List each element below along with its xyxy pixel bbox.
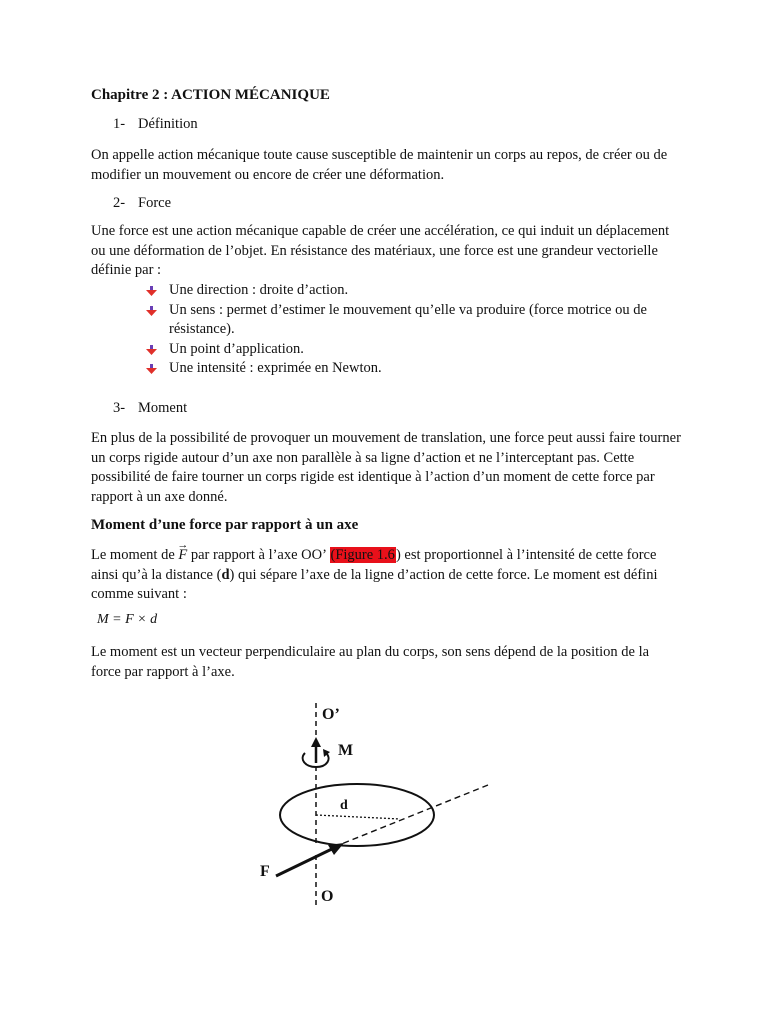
list-item: Une intensité : exprimée en Newton. [144, 359, 664, 379]
list-item: Un sens : permet d’estimer le mouvement qu’elle va produire (force motrice ou de résistance). [144, 301, 664, 340]
paragraph-moment: En plus de la possibilité de provoquer un mouvement de translation, une force peut aussi faire tourner un corps rigide autour d’un axe non parallèle à sa ligne d’action et ne l’interceptant pas. Cette possibilité de faire tourner un corps rigide est identique à l’action d’un moment de cette force par rapport à un axe donné. [91, 430, 681, 505]
paragraph-moment-vector: Le moment est un vecteur perpendiculaire au plan du corps, son sens dépend de la position de la force par rapport à l’axe. [91, 644, 650, 680]
label-m: M [338, 742, 354, 759]
paragraph-force: Une force est une action mécanique capable de créer une accélération, ce qui induit un déplacement ou une déformation de l’objet. En résistance des matériaux, une force est une grandeur vectorielle définie par : [91, 223, 670, 278]
force-vector-symbol: → F [178, 547, 187, 563]
moment-diagram [250, 695, 500, 915]
section-heading-definition: 1- Définition [113, 116, 198, 132]
paragraph-moment-axis: Le moment de → F par rapport à l’axe OO’ (Figure 1.6) est proportionnel à l’intensité de cette force ainsi qu’à la distance (d) qui sépare l’axe de la ligne d’action de cette force. Le moment est défini comme suivant : [91, 546, 681, 605]
list-item: Un point d’application. [144, 340, 664, 360]
section-heading-force: 2- Force [113, 195, 172, 211]
paragraph-definition: On appelle action mécanique toute cause susceptible de maintenir un corps au repos, de créer ou de modifier un mouvement ou encore de créer une déformation. [91, 147, 668, 183]
moment-formula: M = F × d [97, 612, 158, 627]
label-f: F [260, 863, 270, 880]
moment-arrow-head [311, 737, 321, 747]
force-properties-list [144, 281, 664, 379]
label-d: d [340, 798, 348, 813]
arrow-down-bullet-icon [146, 306, 157, 316]
rigid-body-ellipse [280, 784, 434, 846]
label-o: O [321, 888, 334, 905]
arrow-down-bullet-icon [146, 345, 157, 355]
distance-d-line [316, 815, 400, 819]
list-item: Une direction : droite d’action. [144, 281, 664, 301]
chapter-title: Chapitre 2 : ACTION MÉCANIQUE [91, 87, 330, 103]
label-o-prime: O’ [322, 706, 340, 723]
figure-reference: (Figure 1.6 [330, 547, 395, 563]
force-arrow-shaft [276, 847, 336, 876]
section-heading-moment: 3- Moment [113, 400, 188, 416]
arrow-down-bullet-icon [146, 286, 157, 296]
subheading-moment-axis: Moment d’une force par rapport à un axe [91, 517, 359, 533]
arrow-down-bullet-icon [146, 364, 157, 374]
